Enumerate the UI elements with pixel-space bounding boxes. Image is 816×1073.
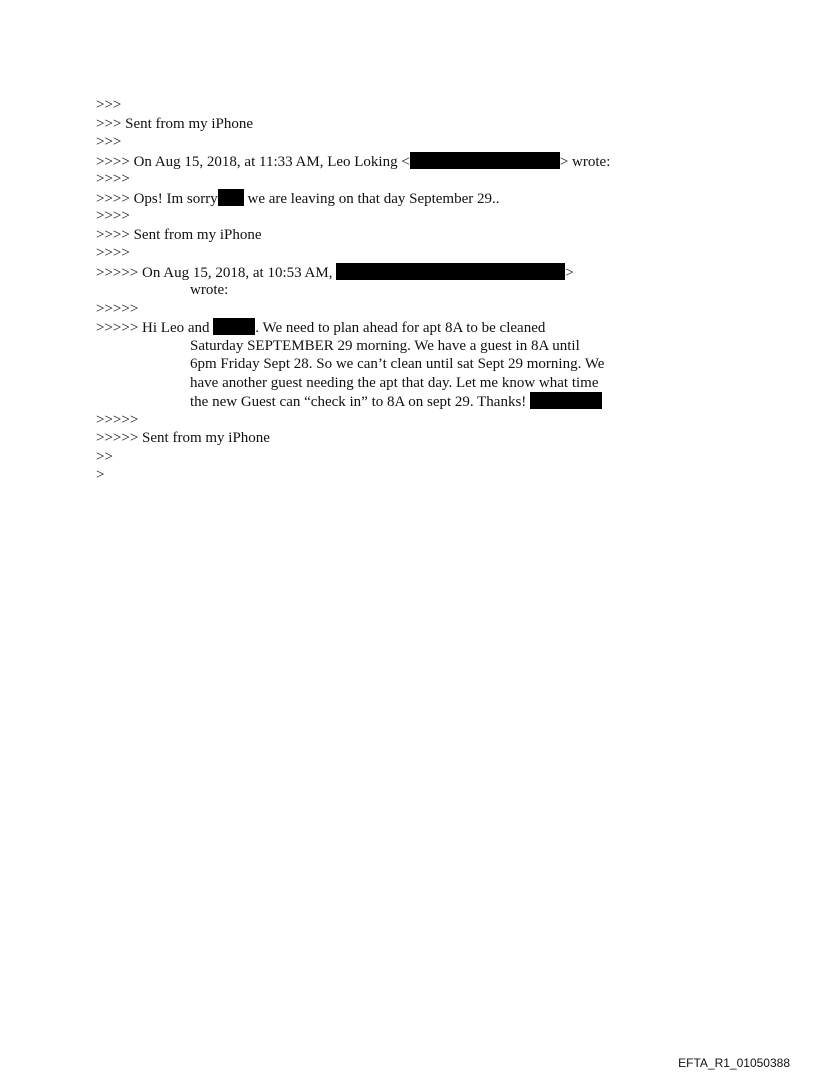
sent-from-line: >>>> Sent from my iPhone [96, 226, 262, 243]
redacted-signature [530, 392, 602, 409]
quote-line: >>>> [96, 171, 130, 187]
message-text: >>>> Ops! Im sorry [96, 190, 218, 207]
reply-header-line [96, 263, 656, 282]
quote-line: >>> [96, 97, 122, 113]
redacted-name [213, 318, 255, 335]
redacted-sender [336, 263, 565, 280]
message-line: 6pm Friday Sept 28. So we can’t clean until sat Sept 29 morning. We [190, 356, 605, 372]
quote-line: > [96, 467, 105, 483]
redacted-email-address [410, 152, 560, 169]
reply-header-wrote: wrote: [190, 282, 229, 298]
sent-from-line: >>> Sent from my iPhone [96, 115, 254, 132]
sent-from-line: >>>>> Sent from my iPhone [96, 430, 270, 446]
quote-line: >>> [96, 134, 122, 150]
message-text: we are leaving on that day September 29.. [243, 190, 500, 207]
reply-header-text: >>>> On Aug 15, 2018, at 11:33 AM, Leo Loking < [96, 153, 410, 170]
message-line [96, 392, 656, 411]
email-thread [96, 96, 656, 485]
reply-header-bracket: > [565, 264, 574, 281]
quote-line: >>>> [96, 208, 130, 224]
quote-line: >>>>> [96, 411, 139, 428]
reply-header-text: >>>>> On Aug 15, 2018, at 10:53 AM, [96, 264, 337, 281]
document-id: EFTA_R1_01050388 [678, 1056, 790, 1070]
message-line: have another guest needing the apt that day. Let me know what time [190, 374, 599, 391]
quote-line: >> [96, 448, 113, 465]
reply-header-line [96, 152, 656, 171]
message-text: >>>>> Hi Leo and [96, 320, 214, 336]
message-text: . We need to plan ahead for apt 8A to be cleaned [255, 320, 546, 336]
quote-line: >>>>> [96, 300, 139, 317]
reply-header-wrote: > wrote: [559, 153, 611, 170]
message-line: Saturday SEPTEMBER 29 morning. We have a guest in 8A until [190, 337, 580, 354]
quote-line: >>>> [96, 245, 130, 261]
redacted-name [218, 189, 244, 206]
message-line [96, 318, 656, 337]
message-line [96, 189, 656, 208]
message-text: the new Guest can “check in” to 8A on sept 29. Thanks! [190, 394, 527, 410]
